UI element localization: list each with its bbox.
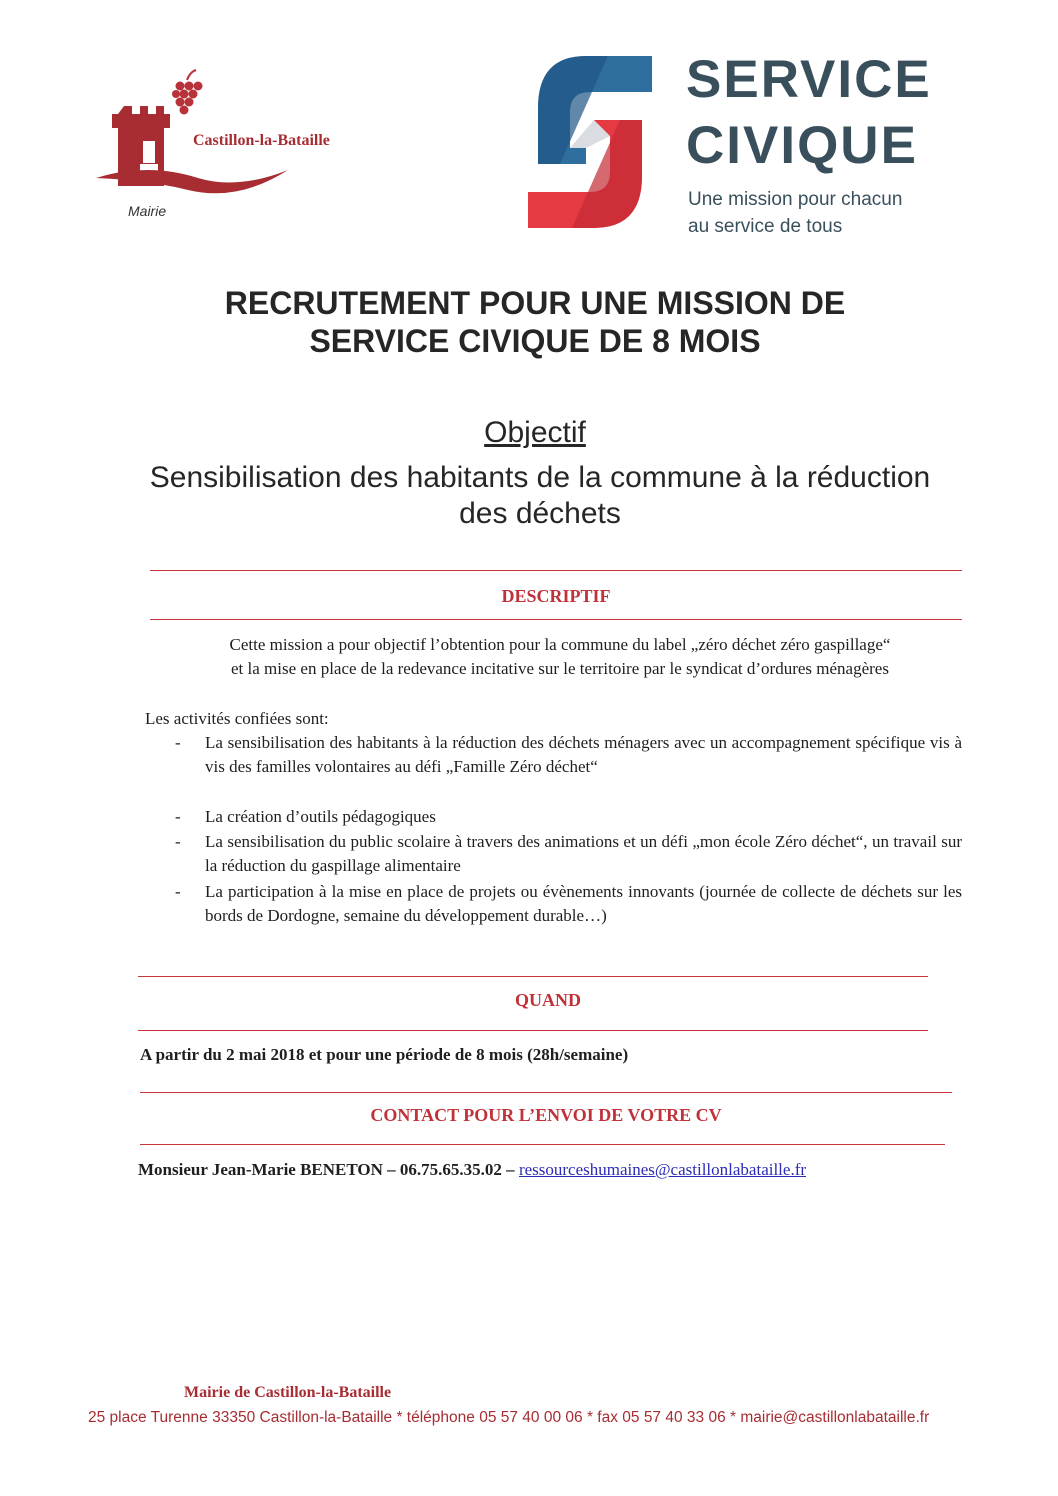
contact-line: [138, 1160, 806, 1180]
divider: [150, 570, 962, 571]
objectif-heading: Objectif: [484, 416, 586, 449]
bullet-dash: -: [175, 733, 181, 752]
descriptif-intro-line1: Cette mission a pour objectif l’obtention pour la commune du label „zéro déchet zéro gaspillage“: [229, 635, 891, 654]
list-item-text: La sensibilisation du public scolaire à travers des animations et un défi „mon école Zéro déchet“, un travail sur la réduction du gaspillage alimentaire: [205, 832, 962, 875]
list-item-text: La sensibilisation des habitants à la réduction des déchets ménagers avec un accompagnement spécifique vis à vis des familles volontaires au défi „Famille Zéro déchet“: [205, 733, 962, 776]
page-title-line2: SERVICE CIVIQUE DE 8 MOIS: [309, 323, 761, 359]
objectif-text: Sensibilisation des habitants de la commune à la réduction des déchets: [149, 461, 931, 530]
descriptif-intro: [140, 633, 980, 681]
divider: [150, 619, 962, 620]
page-title-line1: RECRUTEMENT POUR UNE MISSION DE: [224, 285, 846, 321]
contact-email-link[interactable]: ressourceshumaines@castillonlabataille.fr: [518, 1160, 807, 1179]
list-item: [175, 830, 962, 878]
bullet-dash: -: [175, 832, 181, 851]
service-civique-title-line1: SERVICE: [686, 50, 932, 109]
divider: [140, 1144, 945, 1145]
bullet-dash: -: [175, 882, 181, 901]
contact-name-phone: Monsieur Jean-Marie BENETON – 06.75.65.35.02 –: [138, 1160, 515, 1179]
service-civique-title-line2: CIVIQUE: [686, 116, 918, 175]
list-item: [175, 731, 962, 779]
page-title: [140, 284, 930, 360]
divider: [140, 1092, 952, 1093]
list-item: [175, 805, 962, 829]
activities-label: Les activités confiées sont:: [145, 709, 329, 728]
service-civique-tagline-line2: au service de tous: [688, 216, 843, 237]
list-item-text: La participation à la mise en place de projets ou évènements innovants (journée de collecte de déchets sur les bords de Dordogne, semaine du développement durable…): [205, 882, 962, 925]
service-civique-mark-icon: [516, 52, 664, 232]
castillon-mairie-label: Mairie: [128, 203, 167, 219]
list-item-text: La création d’outils pédagogiques: [205, 807, 436, 826]
quand-heading: QUAND: [515, 990, 581, 1010]
footer-address: 25 place Turenne 33350 Castillon-la-Bataille * téléphone 05 57 40 00 06 * fax 05 57 40 33 06 * mairie@castillonlabataille.fr: [88, 1409, 930, 1426]
contact-heading: CONTACT POUR L’ENVOI DE VOTRE CV: [370, 1105, 722, 1125]
bullet-dash: -: [175, 807, 181, 826]
footer-title: Mairie de Castillon-la-Bataille: [184, 1384, 392, 1401]
descriptif-heading: DESCRIPTIF: [501, 586, 611, 606]
list-item: [175, 880, 962, 928]
divider: [138, 976, 928, 977]
castillon-name: Castillon-la-Bataille: [193, 132, 330, 149]
descriptif-intro-line2: et la mise en place de la redevance incitative sur le territoire par le syndicat d’ordures ménagères: [231, 659, 889, 678]
divider: [138, 1030, 928, 1031]
grapes-icon: [172, 70, 203, 115]
quand-text: A partir du 2 mai 2018 et pour une période de 8 mois (28h/semaine): [140, 1045, 629, 1064]
service-civique-tagline-line1: Une mission pour chacun: [688, 189, 903, 210]
